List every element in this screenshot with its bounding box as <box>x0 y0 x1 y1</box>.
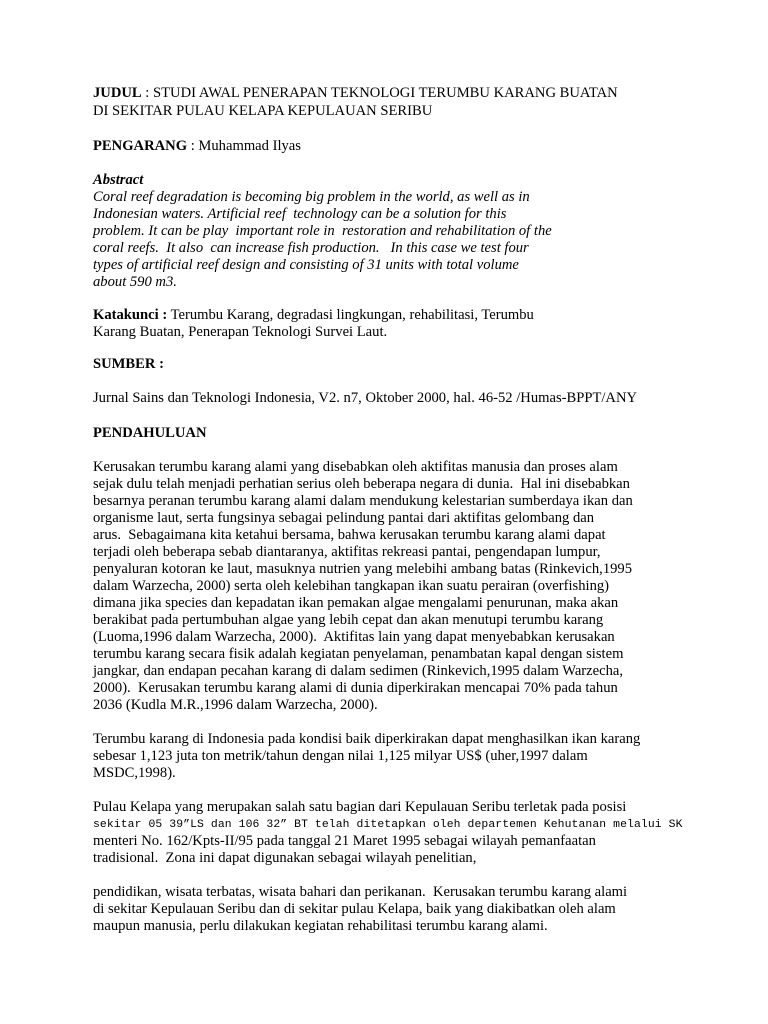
paragraph-line-mono: sekitar 05 39”LS dan 106 32” BT telah ditetapkan oleh departemen Kehutanan melalui SK <box>93 819 683 831</box>
keywords-line-2: Karang Buatan, Penerapan Teknologi Survei Laut. <box>93 324 388 340</box>
keywords-label: Katakunci : <box>93 307 168 323</box>
pendahuluan-heading: PENDAHULUAN <box>93 425 207 441</box>
sumber-heading: SUMBER : <box>93 356 164 372</box>
paragraph-line: (Luoma,1996 dalam Warzecha, 2000). Aktifitas lain yang dapat menyebabkan kerusakan <box>93 629 615 645</box>
abstract-line: problem. It can be play important role in restoration and rehabilitation of the <box>93 223 552 239</box>
author-line <box>93 138 301 155</box>
paragraph-line: dalam Warzecha, 2000) serta oleh kelebihan tangkapan ikan suatu perairan (overfishing) <box>93 578 610 594</box>
keywords-text: Terumbu Karang, degradasi lingkungan, rehabilitasi, Terumbu <box>167 307 534 323</box>
paragraph-line: dimana jika species dan kepadatan ikan pemakan algae mengalami penurunan, maka akan <box>93 595 619 611</box>
paragraph-line: di sekitar Kepulauan Seribu dan di sekitar pulau Kelapa, baik yang diakibatkan oleh alam <box>93 901 616 917</box>
paragraph-line: tradisional. Zona ini dapat digunakan sebagai wilayah penelitian, <box>93 850 477 866</box>
title-label: JUDUL <box>93 85 142 101</box>
sumber-text: Jurnal Sains dan Teknologi Indonesia, V2. n7, Oktober 2000, hal. 46-52 /Humas-BPPT/ANY <box>93 390 638 406</box>
abstract-line: Indonesian waters. Artificial reef technology can be a solution for this <box>93 206 507 222</box>
paragraph-line: penyaluran kotoran ke laut, masuknya nutrien yang melebihi ambang batas (Rinkevich,1995 <box>93 561 633 577</box>
abstract-heading: Abstract <box>93 172 144 188</box>
paragraph-line: sejak dulu telah menjadi perhatian serius oleh beberapa negara di dunia. Hal ini disebabkan <box>93 476 630 492</box>
paragraph-line: maupun manusia, perlu dilakukan kegiatan rehabilitasi terumbu karang alami. <box>93 918 548 934</box>
title-line-2: DI SEKITAR PULAU KELAPA KEPULAUAN SERIBU <box>93 103 433 119</box>
author-label: PENGARANG <box>93 138 188 154</box>
abstract-line: about 590 m3. <box>93 274 177 290</box>
title-line-1 <box>93 85 618 102</box>
keywords-line-1 <box>93 307 534 324</box>
paragraph-line: menteri No. 162/Kpts-II/95 pada tanggal 21 Maret 1995 sebagai wilayah pemanfaatan <box>93 833 596 849</box>
author-name: : Muhammad Ilyas <box>187 138 301 154</box>
paragraph-line: Terumbu karang di Indonesia pada kondisi baik diperkirakan dapat menghasilkan ikan karang <box>93 731 641 747</box>
paragraph-line: Pulau Kelapa yang merupakan salah satu bagian dari Kepulauan Seribu terletak pada posisi <box>93 799 627 815</box>
paragraph-line: pendidikan, wisata terbatas, wisata bahari dan perikanan. Kerusakan terumbu karang alami <box>93 884 628 900</box>
paragraph-line: MSDC,1998). <box>93 765 176 781</box>
paragraph-line: besarnya peranan terumbu karang alami dalam mendukung kelestarian sumberdaya ikan dan <box>93 493 633 509</box>
abstract-line: Coral reef degradation is becoming big problem in the world, as well as in <box>93 189 530 205</box>
paragraph-line: berakibat pada pertumbuhan algae yang lebih cepat dan akan menutupi terumbu karang <box>93 612 604 628</box>
paragraph-line: 2036 (Kudla M.R.,1996 dalam Warzecha, 2000). <box>93 697 378 713</box>
paragraph-line: sebesar 1,123 juta ton metrik/tahun dengan nilai 1,125 milyar US$ (uher,1997 dalam <box>93 748 588 764</box>
abstract-line: coral reefs. It also can increase fish production. In this case we test four <box>93 240 529 256</box>
paragraph-line: terumbu karang secara fisik adalah kegiatan penyelaman, penambatan kapal dengan sistem <box>93 646 624 662</box>
paragraph-line: jangkar, dan endapan pecahan karang di dalam sedimen (Rinkevich,1995 dalam Warzecha, <box>93 663 624 679</box>
paragraph-line: 2000). Kerusakan terumbu karang alami di dunia diperkirakan mencapai 70% pada tahun <box>93 680 618 696</box>
paragraph-line: organisme laut, serta fungsinya sebagai pelindung pantai dari aktifitas gelombang dan <box>93 510 595 526</box>
paragraph-line: arus. Sebagaimana kita ketahui bersama, bahwa kerusakan terumbu karang alami dapat <box>93 527 606 543</box>
paragraph-line: terjadi oleh beberapa sebab diantaranya, aktifitas rekreasi pantai, pengendapan lumpur, <box>93 544 601 560</box>
paragraph-line: Kerusakan terumbu karang alami yang disebabkan oleh aktifitas manusia dan proses alam <box>93 459 618 475</box>
abstract-line: types of artificial reef design and consisting of 31 units with total volume <box>93 257 519 273</box>
title-text: : STUDI AWAL PENERAPAN TEKNOLOGI TERUMBU KARANG BUATAN <box>141 85 618 101</box>
